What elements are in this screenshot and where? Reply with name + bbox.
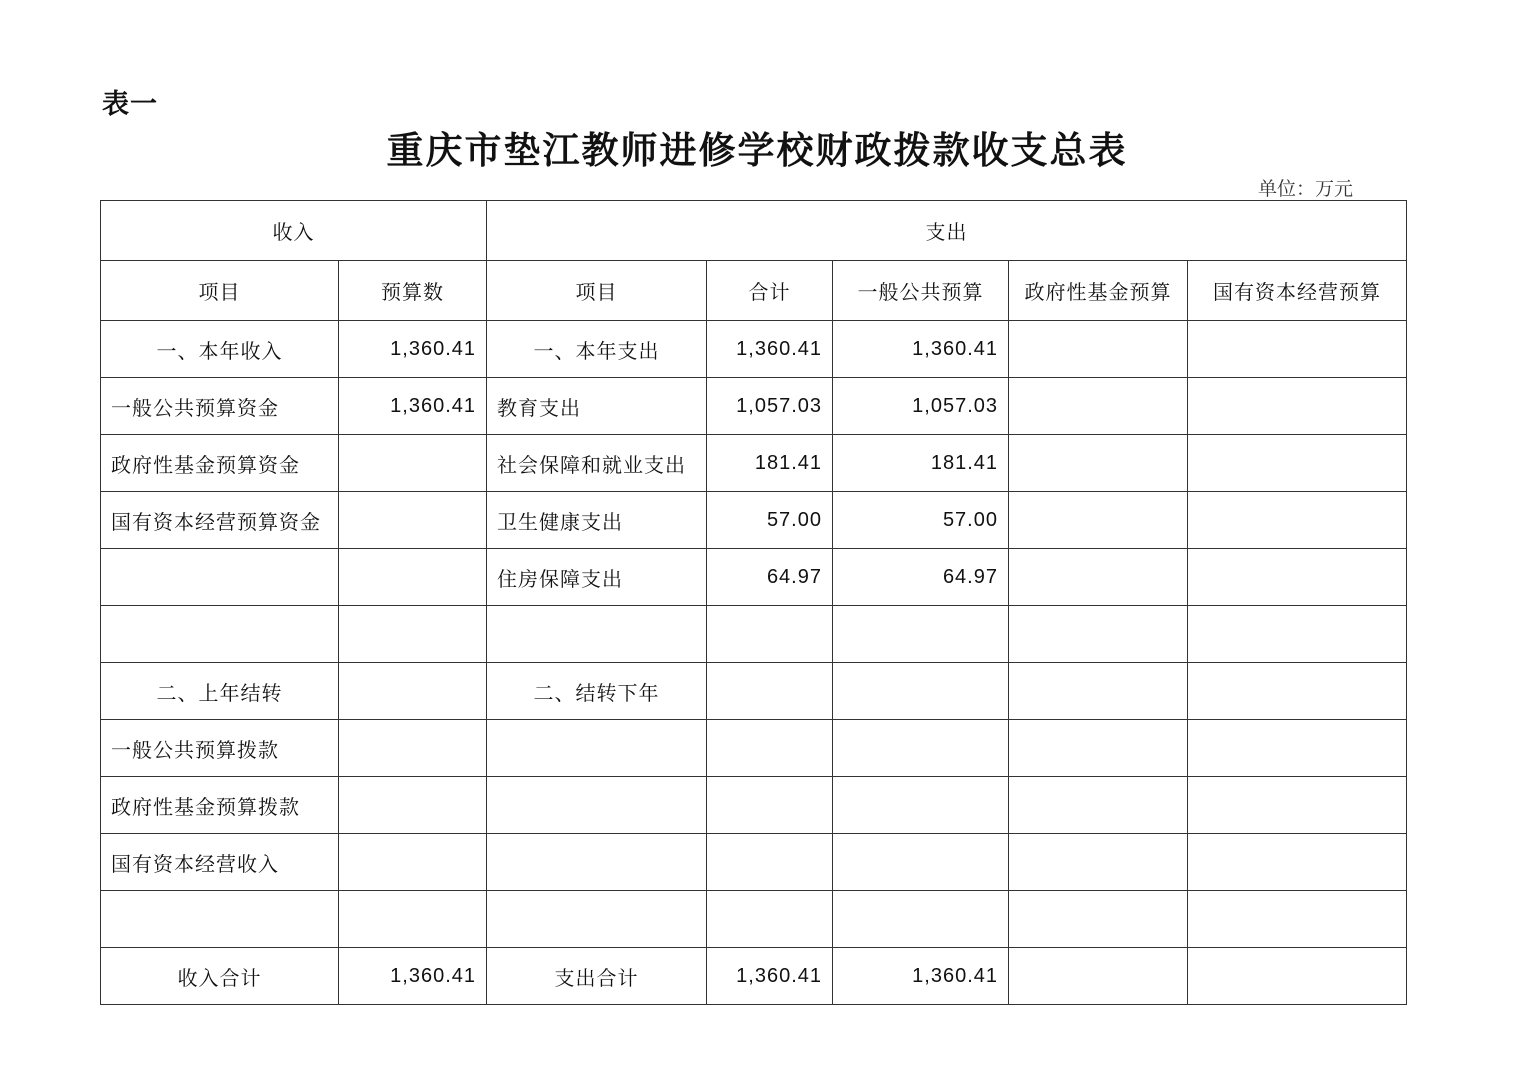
expense-item-cell <box>487 777 707 834</box>
income-item-cell: 政府性基金预算资金 <box>101 435 339 492</box>
total-cell: 181.41 <box>707 435 833 492</box>
income-item-cell: 国有资本经营预算资金 <box>101 492 339 549</box>
table-row <box>101 321 1407 378</box>
income-budget-cell <box>339 435 487 492</box>
budget-table <box>100 200 1407 1005</box>
income-budget-cell <box>339 606 487 663</box>
expense-item-cell: 一、本年支出 <box>487 321 707 378</box>
income-item-header: 项目 <box>101 261 339 321</box>
unit-label: 单位：万元 <box>1258 178 1354 200</box>
state-capital-budget-cell <box>1188 549 1407 606</box>
fund-budget-cell <box>1009 663 1188 720</box>
state-capital-budget-cell <box>1188 948 1407 1005</box>
income-item-cell <box>101 606 339 663</box>
table-row <box>101 606 1407 663</box>
general-budget-cell <box>833 720 1009 777</box>
general-budget-cell <box>833 891 1009 948</box>
header-group-row <box>101 201 1407 261</box>
income-budget-cell: 1,360.41 <box>339 378 487 435</box>
state-capital-budget-cell <box>1188 777 1407 834</box>
table-label: 表一 <box>102 89 158 120</box>
total-cell <box>707 720 833 777</box>
total-cell <box>707 834 833 891</box>
income-budget-cell <box>339 891 487 948</box>
expense-item-cell: 住房保障支出 <box>487 549 707 606</box>
expense-item-cell: 支出合计 <box>487 948 707 1005</box>
expense-item-cell: 教育支出 <box>487 378 707 435</box>
state-capital-budget-cell <box>1188 321 1407 378</box>
table-row <box>101 948 1407 1005</box>
income-item-cell <box>101 549 339 606</box>
fund-budget-cell <box>1009 891 1188 948</box>
expense-item-cell <box>487 606 707 663</box>
total-cell: 64.97 <box>707 549 833 606</box>
fund-budget-cell <box>1009 606 1188 663</box>
fund-budget-cell <box>1009 720 1188 777</box>
page-title: 重庆市垫江教师进修学校财政拨款收支总表 <box>386 129 1128 172</box>
general-budget-cell: 1,360.41 <box>833 948 1009 1005</box>
income-budget-cell: 1,360.41 <box>339 321 487 378</box>
income-budget-cell <box>339 663 487 720</box>
expense-group-header: 支出 <box>487 201 1407 261</box>
expense-item-cell <box>487 720 707 777</box>
total-header: 合计 <box>707 261 833 321</box>
table-row <box>101 378 1407 435</box>
total-cell: 57.00 <box>707 492 833 549</box>
table-row <box>101 891 1407 948</box>
fund-budget-cell <box>1009 549 1188 606</box>
table-row <box>101 663 1407 720</box>
expense-item-cell <box>487 891 707 948</box>
expense-item-cell <box>487 834 707 891</box>
income-budget-cell <box>339 777 487 834</box>
general-budget-cell: 64.97 <box>833 549 1009 606</box>
table-row <box>101 834 1407 891</box>
state-capital-budget-cell <box>1188 378 1407 435</box>
fund-budget-cell <box>1009 834 1188 891</box>
table-row <box>101 720 1407 777</box>
fund-budget-cell <box>1009 777 1188 834</box>
income-group-header: 收入 <box>101 201 487 261</box>
total-cell <box>707 606 833 663</box>
income-item-cell: 一般公共预算资金 <box>101 378 339 435</box>
general-budget-cell: 57.00 <box>833 492 1009 549</box>
state-capital-budget-cell <box>1188 720 1407 777</box>
general-budget-cell: 1,057.03 <box>833 378 1009 435</box>
state-capital-budget-cell <box>1188 663 1407 720</box>
income-item-cell: 政府性基金预算拨款 <box>101 777 339 834</box>
income-budget-cell <box>339 834 487 891</box>
fund-budget-cell <box>1009 948 1188 1005</box>
income-budget-cell <box>339 492 487 549</box>
income-item-cell <box>101 891 339 948</box>
table-row <box>101 492 1407 549</box>
income-item-cell: 收入合计 <box>101 948 339 1005</box>
income-item-cell: 二、上年结转 <box>101 663 339 720</box>
expense-item-cell: 二、结转下年 <box>487 663 707 720</box>
general-budget-cell: 1,360.41 <box>833 321 1009 378</box>
header-column-row <box>101 261 1407 321</box>
income-budget-cell: 1,360.41 <box>339 948 487 1005</box>
total-cell: 1,360.41 <box>707 948 833 1005</box>
state-capital-budget-cell <box>1188 492 1407 549</box>
general-budget-cell <box>833 777 1009 834</box>
total-cell <box>707 777 833 834</box>
total-cell: 1,360.41 <box>707 321 833 378</box>
income-budget-header: 预算数 <box>339 261 487 321</box>
expense-item-cell: 社会保障和就业支出 <box>487 435 707 492</box>
total-cell <box>707 663 833 720</box>
income-item-cell: 国有资本经营收入 <box>101 834 339 891</box>
expense-item-cell: 卫生健康支出 <box>487 492 707 549</box>
state-capital-budget-cell <box>1188 606 1407 663</box>
total-cell <box>707 891 833 948</box>
total-cell: 1,057.03 <box>707 378 833 435</box>
general-budget-cell <box>833 663 1009 720</box>
general-budget-header: 一般公共预算 <box>833 261 1009 321</box>
income-budget-cell <box>339 549 487 606</box>
state-capital-budget-cell <box>1188 891 1407 948</box>
state-capital-budget-header: 国有资本经营预算 <box>1188 261 1407 321</box>
income-budget-cell <box>339 720 487 777</box>
fund-budget-cell <box>1009 435 1188 492</box>
state-capital-budget-cell <box>1188 834 1407 891</box>
income-item-cell: 一般公共预算拨款 <box>101 720 339 777</box>
general-budget-cell <box>833 606 1009 663</box>
general-budget-cell: 181.41 <box>833 435 1009 492</box>
table-row <box>101 549 1407 606</box>
income-item-cell: 一、本年收入 <box>101 321 339 378</box>
fund-budget-cell <box>1009 321 1188 378</box>
table-row <box>101 777 1407 834</box>
fund-budget-header: 政府性基金预算 <box>1009 261 1188 321</box>
expense-item-header: 项目 <box>487 261 707 321</box>
fund-budget-cell <box>1009 378 1188 435</box>
table-row <box>101 435 1407 492</box>
state-capital-budget-cell <box>1188 435 1407 492</box>
fund-budget-cell <box>1009 492 1188 549</box>
general-budget-cell <box>833 834 1009 891</box>
